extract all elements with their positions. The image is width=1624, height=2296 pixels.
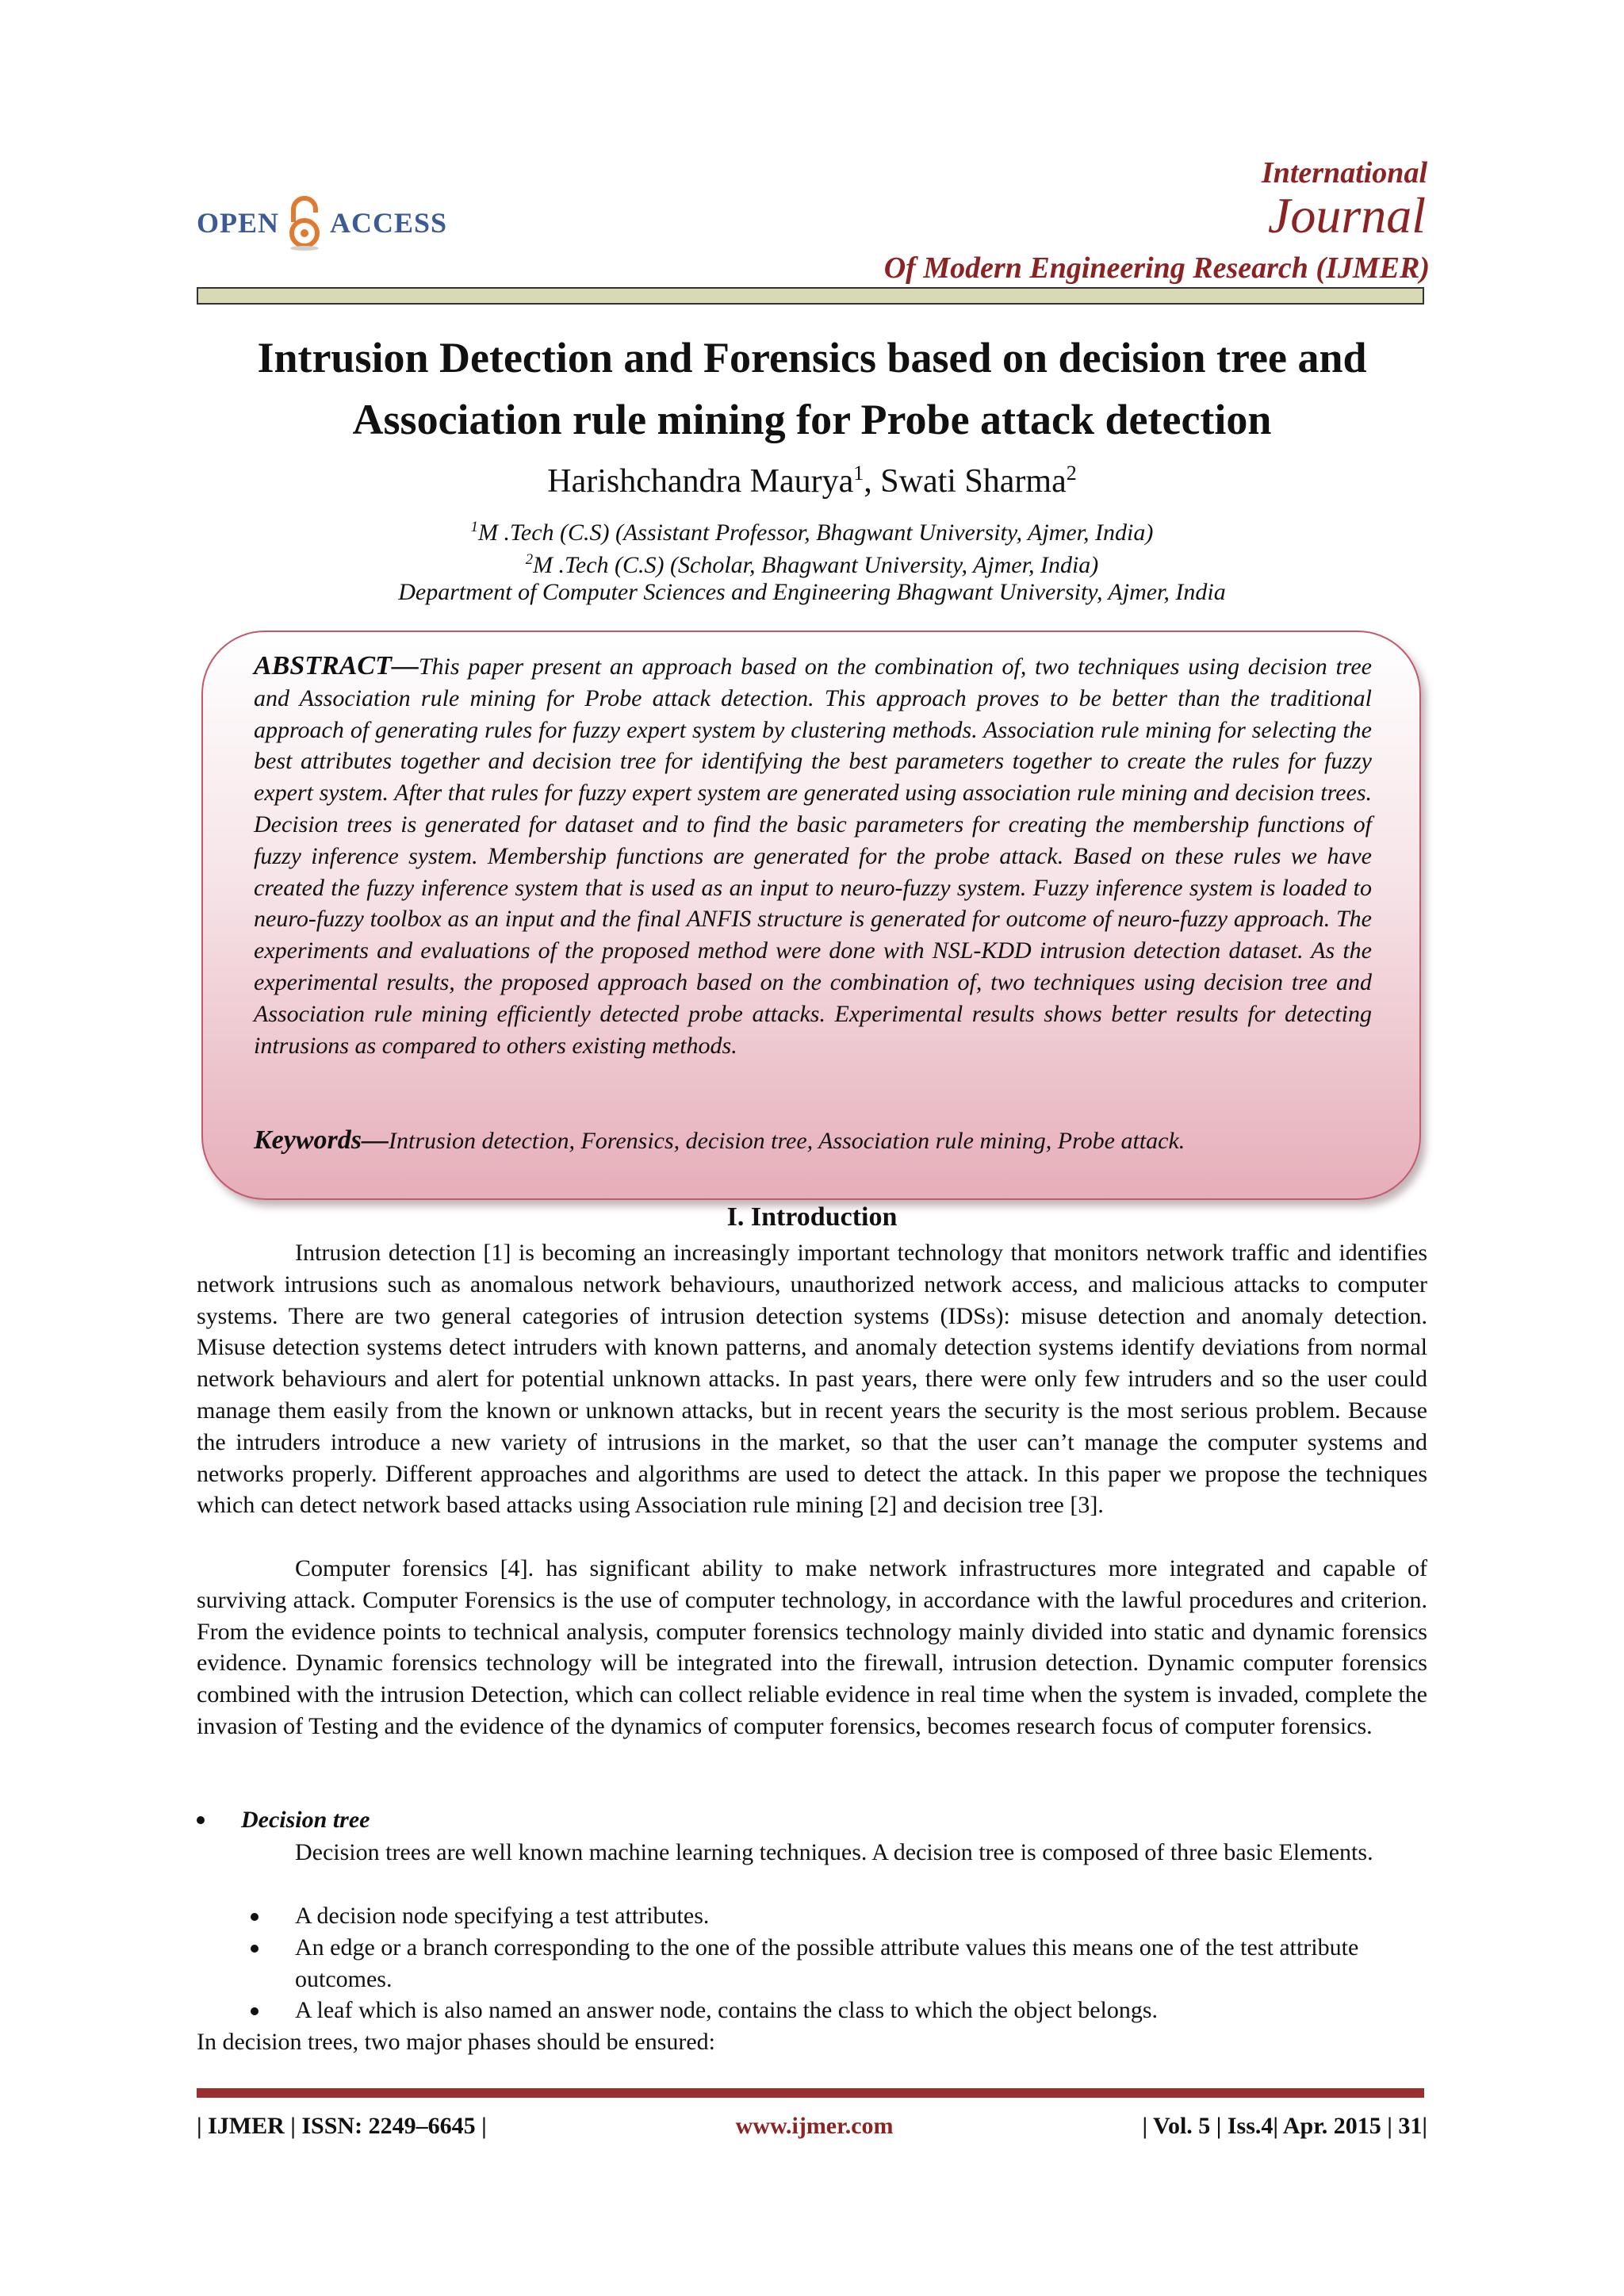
author-name: Swati Sharma [880, 463, 1067, 500]
footer-issn: | IJMER | ISSN: 2249–6645 | [197, 2113, 487, 2139]
affiliation-department: Department of Computer Sciences and Engineering Bhagwant University, Ajmer, India [398, 579, 1226, 605]
bullet-icon [251, 1945, 259, 1953]
list-item: An edge or a branch corresponding to the one of the possible attribute values this means one of the test attribute outcomes. [197, 1932, 1427, 1995]
journal-name-international: International [1261, 156, 1427, 190]
paper-title: Intrusion Detection and Forensics based on decision tree and Association rule mining for Probe attack detection [257, 334, 1367, 443]
intro-paragraph-2: Computer forensics [4]. has significant ability to make network infrastructures more integrated and capable of surviving attack. Computer Forensics is the use of computer technology, in accordance with the lawful procedures and criterion. From the evidence points to technical analysis, computer forensics technology mainly divided into static and dynamic forensics evidence. Dynamic forensics technology will be integrated into the firewall, intrusion detection. Dynamic computer forensics combined with the intrusion Detection, which can collect reliable evidence in real time when the system is invaded, complete the invasion of Testing and the evidence of the dynamics of computer forensics, becomes research focus of computer forensics. [197, 1555, 1427, 1739]
open-access-logo [197, 195, 447, 251]
abstract-label: ABSTRACT— [254, 651, 419, 680]
list-item: A decision node specifying a test attributes. [197, 1900, 1427, 1932]
subheading-decision-tree: Decision tree [197, 1807, 370, 1834]
list-item: A leaf which is also named an answer node, contains the class to which the object belongs. [197, 1995, 1427, 2026]
intro-paragraph-1: Intrusion detection [1] is becoming an increasingly important technology that monitors network traffic and identifies network intrusions such as anomalous network behaviours, unauthorized network access, and malicious attacks to computer systems. There are two general categories of intrusion detection systems (IDSs): misuse detection and anomaly detection. Misuse detection systems detect intruders with known patterns, and anomaly detection systems identify deviations from normal network behaviours and alert for potential unknown attacks. In past years, there were only few intruders and so the user could manage them easily from the known or unknown attacks, but in recent years the security is the most serious problem. Because the intruders introduce a new variety of intrusions in the market, so that the user can’t manage the computer systems and networks properly. Different approaches and algorithms are used to detect the attack. In this paper we propose the techniques which can detect network based attacks using Association rule mining [2] and decision tree [3]. [197, 1240, 1427, 1519]
logo-access-text: ACCESS [330, 207, 448, 239]
footer-website-link[interactable]: www.ijmer.com [735, 2113, 894, 2139]
logo-open-text: OPEN [197, 207, 280, 239]
open-access-lock-icon [287, 195, 322, 251]
journal-name-full: Of Modern Engineering Research (IJMER) [883, 251, 1430, 285]
affiliation-2: $^2$M .Tech (C.S) (Scholar, Bhagwant University, Ajmer, India) [525, 551, 1099, 578]
abstract-text: ABSTRACT—This paper present an approach based on the combination of, two techniques using decision tree and Association rule mining for Probe attack detection. This approach proves to be better than the traditional approach of generating rules for fuzzy expert system by clustering methods. Association rule mining for selecting the best attributes together and decision tree for identifying the best parameters together to create the rules for fuzzy expert system. After that rules for fuzzy expert system are generated using association rule mining and decision trees. Decision trees is generated for dataset and to find the basic parameters for creating the membership functions of fuzzy inference system. Membership functions are generated for the probe attack. Based on these rules we have created the fuzzy inference system that is used as an input to neuro-fuzzy system. Fuzzy inference system is loaded to neuro-fuzzy toolbox as an input and the final ANFIS structure is generated for outcome of neuro-fuzzy approach. The experiments and evaluations of the proposed method were done with NSL-KDD intrusion detection dataset. As the experimental results, the proposed approach based on the combination of, two techniques using decision tree and Association rule mining efficiently detected probe attacks. Experimental results shows better results for detecting intrusions as compared to others existing methods. [254, 651, 1372, 1059]
affiliation-1: $^1$M .Tech (C.S) (Assistant Professor, Bhagwant University, Ajmer, India) [470, 519, 1154, 546]
keywords-label: Keywords— [254, 1125, 389, 1155]
keywords: Keywords—Intrusion detection, Forensics, decision tree, Association rule mining, Probe attack. [254, 1125, 1185, 1155]
footer-divider-bar [197, 2088, 1424, 2098]
paper-authors: Harishchandra Maurya$^1$, Swati Sharma$^2$ [547, 462, 1077, 500]
section-heading-introduction: I. Introduction [726, 1202, 898, 1232]
decision-tree-elements-list [197, 1900, 1427, 2026]
bullet-icon [197, 1816, 205, 1824]
journal-name-journal: Journal [1267, 187, 1426, 243]
header-divider-bar [197, 287, 1424, 305]
bullet-icon [251, 1913, 259, 1921]
page-footer [197, 2113, 1427, 2140]
decision-tree-paragraph: Decision trees are well known machine learning techniques. A decision tree is composed of three basic Elements. [295, 1839, 1373, 1865]
bullet-icon [251, 2007, 259, 2015]
footer-volume-page: | Vol. 5 | Iss.4| Apr. 2015 | 31| [1142, 2113, 1427, 2139]
author-name: Harishchandra Maurya [547, 463, 854, 500]
decision-tree-phases-intro: In decision trees, two major phases should be ensured: [197, 2029, 716, 2055]
